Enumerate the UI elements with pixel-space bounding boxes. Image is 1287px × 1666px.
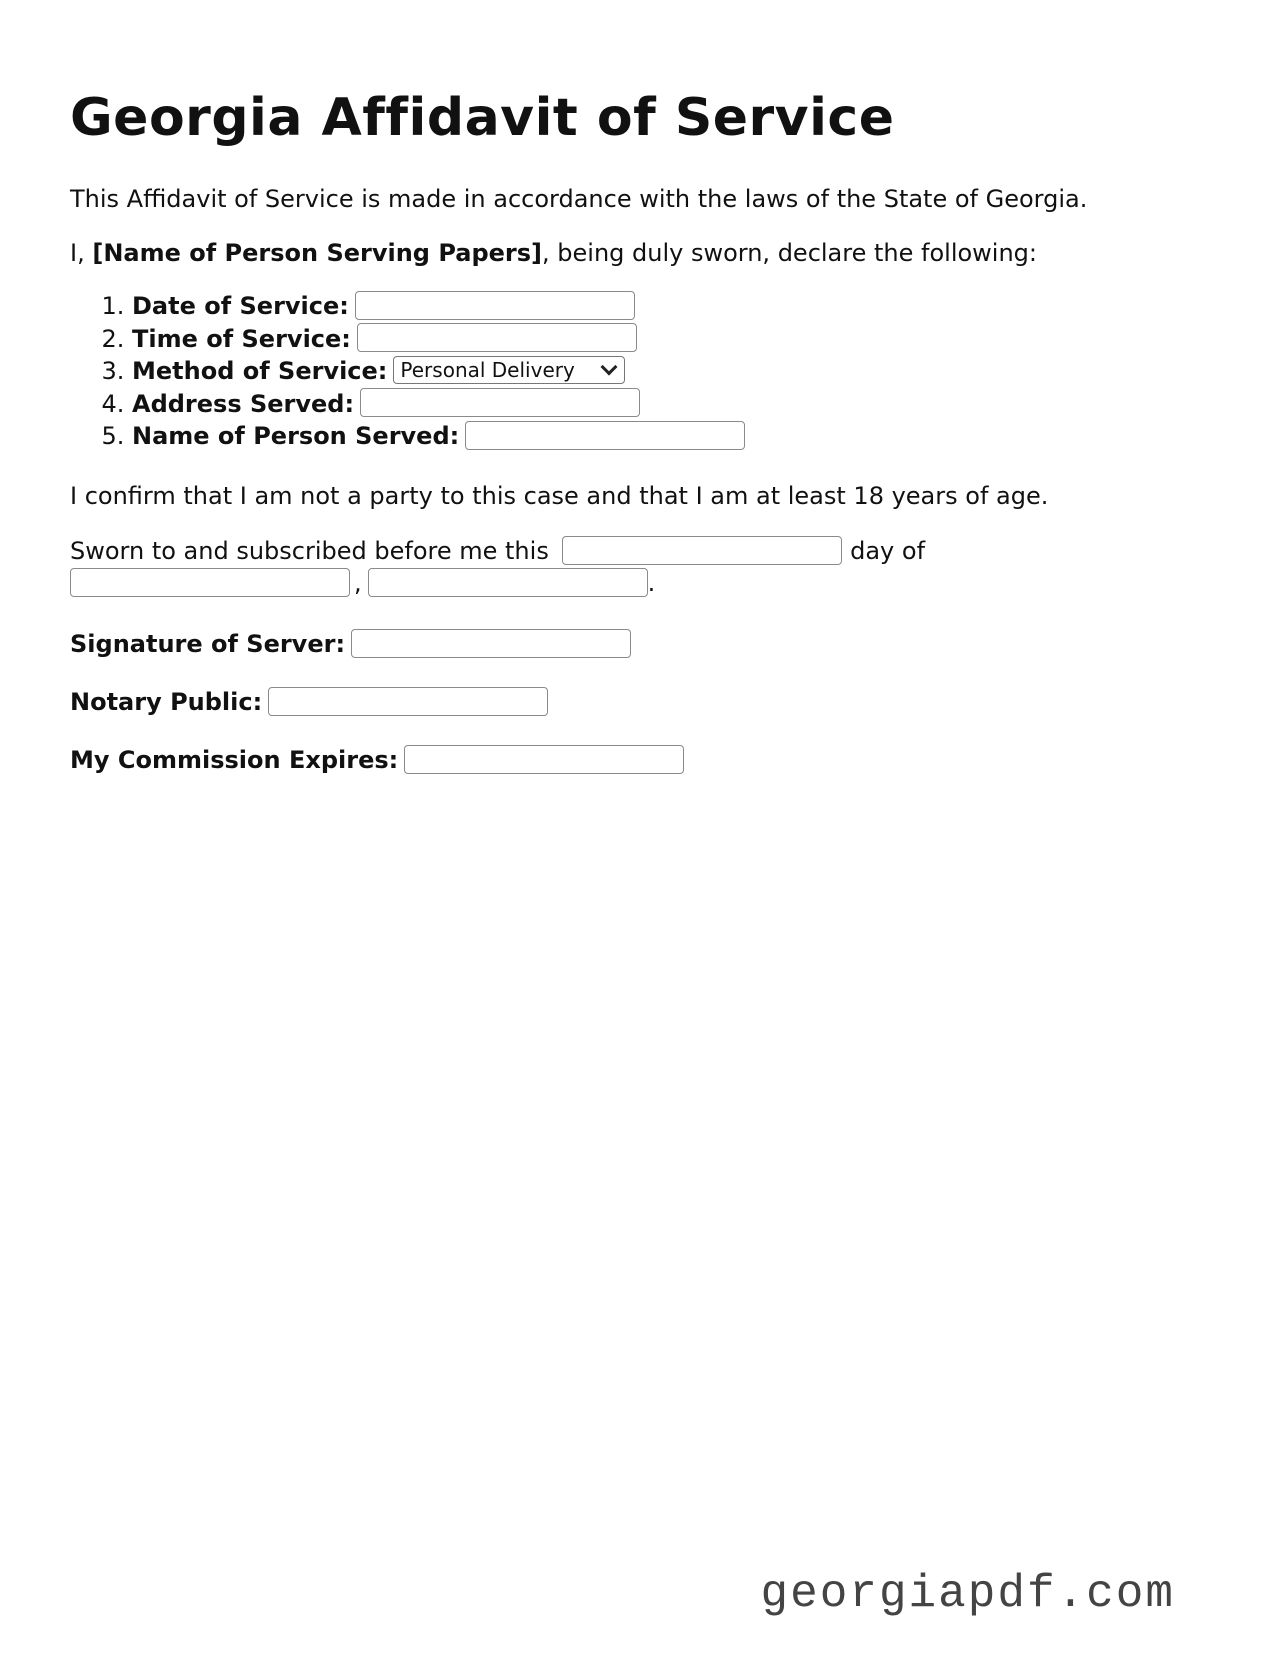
commission-label: My Commission Expires: (70, 746, 399, 774)
list-item (132, 388, 745, 421)
date-of-service-label: Date of Service: (132, 292, 349, 320)
sworn-day-of: day of (850, 537, 926, 565)
service-details-list (70, 290, 745, 453)
method-of-service-label: Method of Service: (132, 357, 388, 385)
date-of-service-input[interactable] (355, 291, 635, 320)
address-served-input[interactable] (360, 388, 640, 417)
time-of-service-label: Time of Service: (132, 324, 351, 353)
list-item (132, 355, 745, 388)
list-item (132, 323, 745, 356)
notary-input[interactable] (268, 687, 548, 716)
declaration-suffix: , being duly sworn, declare the following: (542, 239, 1037, 267)
sworn-day-input[interactable] (562, 536, 842, 565)
sworn-comma: , (354, 569, 362, 597)
sworn-month-input[interactable] (70, 568, 350, 597)
list-item (132, 420, 745, 453)
time-of-service-input[interactable] (357, 323, 637, 352)
intro-paragraph: This Affidavit of Service is made in accordance with the laws of the State of Georgia. (70, 185, 1088, 213)
declaration-prefix: I, (70, 239, 93, 267)
list-item (132, 290, 745, 323)
notary-label: Notary Public: (70, 688, 263, 716)
person-served-input[interactable] (465, 421, 745, 450)
person-served-label: Name of Person Served: (132, 422, 460, 450)
address-served-label: Address Served: (132, 389, 355, 418)
chevron-down-icon (601, 359, 618, 376)
sworn-year-input[interactable] (368, 568, 648, 597)
declaration-paragraph (70, 237, 1037, 269)
signature-input[interactable] (351, 629, 631, 658)
sworn-line-2 (70, 567, 655, 599)
sworn-period: . (647, 569, 656, 597)
server-name-placeholder: [Name of Person Serving Papers] (92, 239, 543, 267)
commission-expires-input[interactable] (404, 745, 684, 774)
page-title: Georgia Affidavit of Service (70, 88, 895, 148)
sworn-prefix: Sworn to and subscribed before me this (70, 537, 549, 565)
sworn-line-1 (70, 535, 925, 567)
watermark: georgiapdf.com (760, 1568, 1175, 1620)
method-selected-value: Personal Delivery (400, 358, 575, 382)
signature-label: Signature of Server: (70, 630, 346, 658)
method-of-service-select[interactable] (393, 356, 625, 384)
commission-row (70, 744, 684, 776)
signature-row (70, 628, 631, 660)
confirmation-paragraph: I confirm that I am not a party to this case and that I am at least 18 years of age. (70, 482, 1049, 510)
notary-row (70, 686, 548, 718)
